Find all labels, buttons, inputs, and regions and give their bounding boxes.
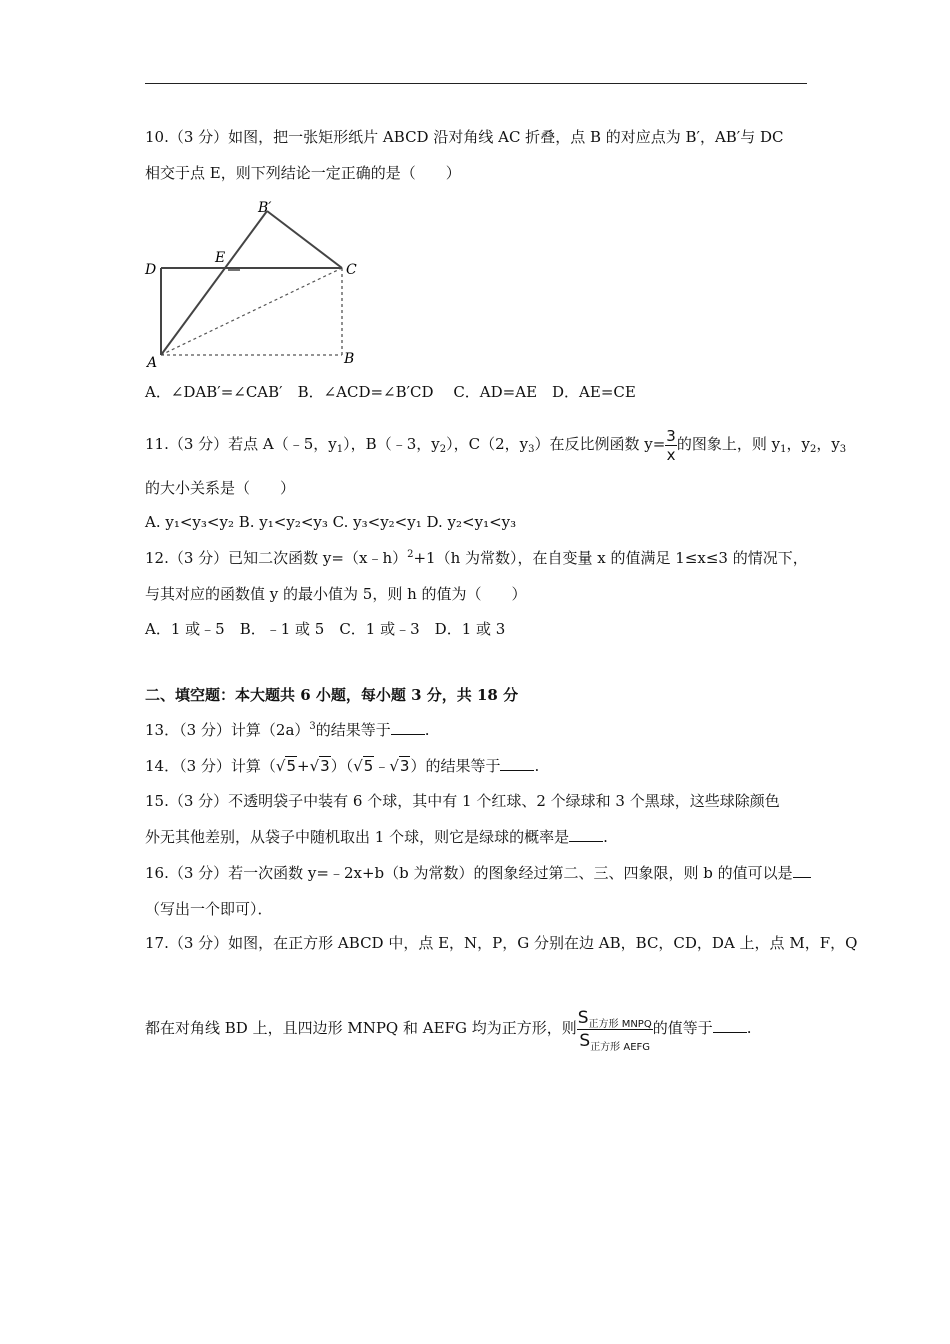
q15-line-1: 15.（3 分）不透明袋子中装有 6 个球，其中有 1 个红球、2 个绿球和 3 个黑球，这些球除颜色 bbox=[145, 792, 780, 810]
q11-line-2: 的大小关系是（ ） bbox=[145, 479, 296, 497]
diagonal-ac bbox=[161, 268, 342, 355]
q12-options: A．1 或﹣5 B．﹣1 或 5 C．1 或﹣3 D．1 或 3 bbox=[145, 620, 506, 638]
label-e: E bbox=[215, 250, 226, 266]
q12-line-1: 12.（3 分）已知二次函数 y=（x﹣h）$^2$+1（h 为常数），在自变量 x 的值满足 1≤x≤3 的情况下， bbox=[145, 549, 808, 567]
q13-line: 13．（3 分）计算$(2a)^3$的结果等于 . bbox=[145, 721, 430, 739]
q17-area-ratio: $\frac{S_{正方形 MNPQ}}{S_{正方形 AEFG}}$ bbox=[577, 1007, 652, 1053]
q16-answer-blank[interactable] bbox=[793, 863, 811, 878]
label-a: A bbox=[147, 355, 158, 371]
sqrt-5-b: √5 bbox=[353, 757, 374, 775]
q15-line-2: 外无其他差别，从袋子中随机取出 1 个球，则它是绿球的概率是 . bbox=[145, 828, 608, 846]
q11-line-1: 11.（3 分）若点 A（﹣5，$y_1$），B（﹣3，$y_2$），C（2，$y_3$）在反比例函数 y= $\frac{3}{x}$ 的图象上，则 $y_1$，$y_2$，$y_3$ bbox=[145, 426, 847, 464]
q11-options: A. y₁<y₃<y₂ B. y₁<y₂<y₃ C. y₃<y₂<y₁ D. y₂<y₁<y₃ bbox=[145, 513, 517, 531]
sqrt-3-a: √3 bbox=[309, 757, 330, 775]
q11-fraction: $\frac{3}{x}$ bbox=[666, 426, 676, 464]
q17-line-1: 17.（3 分）如图，在正方形 ABCD 中，点 E，N，P，G 分别在边 AB，BC，CD，DA 上，点 M，F，Q bbox=[145, 934, 858, 952]
q17-answer-blank[interactable] bbox=[713, 1018, 747, 1033]
q10-fold-figure bbox=[140, 196, 370, 371]
q12-line-2: 与其对应的函数值 y 的最小值为 5，则 h 的值为（ ） bbox=[145, 585, 527, 603]
label-d: D bbox=[145, 262, 157, 278]
q10-line-1: 10.（3 分）如图，把一张矩形纸片 ABCD 沿对角线 AC 折叠，点 B 的对应点为 B′，AB′与 DC bbox=[145, 128, 784, 146]
q16-line-2: （写出一个即可）． bbox=[145, 900, 273, 918]
q17-line-2: 都在对角线 BD 上，且四边形 MNPQ 和 AEFG 均为正方形，则 $\frac{S_{正方形 MNPQ}}{S_{正方形 AEFG}}$ 的值等于 . bbox=[145, 1007, 752, 1053]
edge-b-prime-c bbox=[267, 211, 342, 268]
sqrt-3-b: √3 bbox=[389, 757, 410, 775]
q16-line-1: 16.（3 分）若一次函数 y=﹣2x+b（b 为常数）的图象经过第二、三、四象限，则 b 的值可以是 bbox=[145, 862, 811, 884]
header-rule bbox=[145, 83, 807, 84]
label-b-prime: B′ bbox=[258, 200, 272, 216]
label-c: C bbox=[346, 262, 357, 278]
q10-line-2: 相交于点 E，则下列结论一定正确的是（ ） bbox=[145, 164, 461, 182]
q13-answer-blank[interactable] bbox=[391, 720, 425, 735]
q14-answer-blank[interactable] bbox=[500, 756, 534, 771]
q10-options: A．∠DAB′=∠CAB′ B．∠ACD=∠B′CD C．AD=AE D．AE=CE bbox=[145, 383, 636, 401]
section-2-heading: 二、填空题：本大题共 6 小题，每小题 3 分，共 18 分 bbox=[145, 686, 519, 704]
sqrt-5-a: √5 bbox=[275, 757, 297, 775]
q14-line: 14．（3 分）计算（√5+√3）（√5﹣√3）的结果等于 . bbox=[145, 757, 540, 775]
q15-answer-blank[interactable] bbox=[569, 827, 603, 842]
edge-ab-prime bbox=[161, 211, 267, 355]
label-b: B bbox=[344, 351, 355, 367]
